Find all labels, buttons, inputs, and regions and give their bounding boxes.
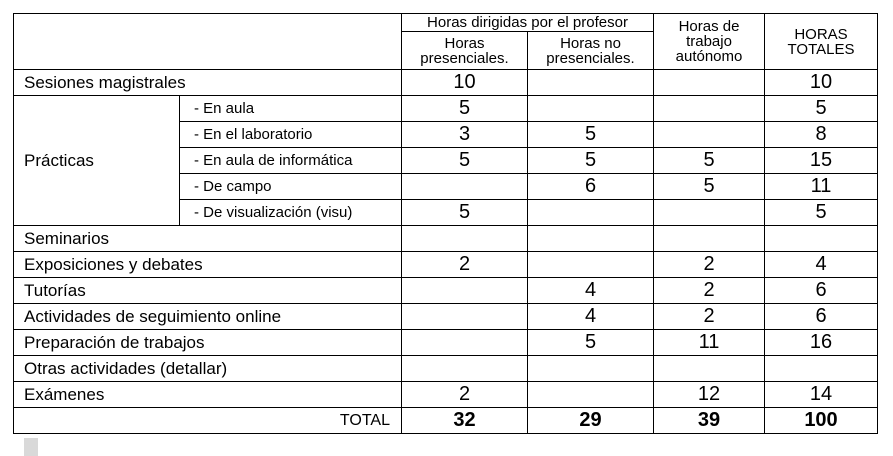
no-presenciales-value (528, 96, 654, 122)
activity-label: Exámenes (14, 382, 402, 408)
presenciales-value (402, 304, 528, 330)
table-row (14, 356, 878, 382)
presenciales-value (402, 226, 528, 252)
total-presenciales: 32 (402, 408, 528, 434)
autonomo-value: 5 (654, 174, 765, 200)
table-row (14, 252, 878, 278)
total-value: 11 (765, 174, 878, 200)
no-presenciales-value (528, 226, 654, 252)
total-value: 15 (765, 148, 878, 174)
presenciales-value: 10 (402, 70, 528, 96)
presenciales-value: 5 (402, 96, 528, 122)
no-presenciales-value (528, 200, 654, 226)
presenciales-value: 2 (402, 382, 528, 408)
autonomo-value: 2 (654, 304, 765, 330)
autonomo-value: 11 (654, 330, 765, 356)
no-presenciales-value: 5 (528, 148, 654, 174)
no-presenciales-value: 6 (528, 174, 654, 200)
table-row (14, 70, 878, 96)
activity-label: Preparación de trabajos (14, 330, 402, 356)
presenciales-value (402, 356, 528, 382)
practica-sub-label: - De visualización (visu) (180, 200, 402, 226)
table-row (14, 226, 878, 252)
autonomo-value: 2 (654, 278, 765, 304)
no-presenciales-value: 5 (528, 330, 654, 356)
total-value: 6 (765, 304, 878, 330)
practicas-label: Prácticas (14, 96, 180, 226)
presenciales-value: 5 (402, 200, 528, 226)
table-row (14, 382, 878, 408)
header-no-presenciales: Horas no presenciales. (528, 32, 654, 70)
autonomo-value (654, 226, 765, 252)
autonomo-value (654, 122, 765, 148)
presenciales-value: 5 (402, 148, 528, 174)
activity-label: Otras actividades (detallar) (14, 356, 402, 382)
total-value (765, 226, 878, 252)
header-blank-cell (14, 14, 402, 70)
total-value: 6 (765, 278, 878, 304)
table-row (14, 278, 878, 304)
header-totales: HORAS TOTALES (765, 14, 878, 70)
total-horas: 100 (765, 408, 878, 434)
total-value: 4 (765, 252, 878, 278)
autonomo-value: 5 (654, 148, 765, 174)
table-row (14, 330, 878, 356)
autonomo-value (654, 356, 765, 382)
autonomo-value: 2 (654, 252, 765, 278)
activity-label: Tutorías (14, 278, 402, 304)
total-value: 14 (765, 382, 878, 408)
presenciales-value (402, 330, 528, 356)
table-row (14, 304, 878, 330)
page-edge-marker (24, 438, 38, 456)
autonomo-value (654, 70, 765, 96)
hours-table (13, 13, 878, 434)
header-group-label: Horas dirigidas por el profesor (402, 14, 654, 32)
no-presenciales-value (528, 382, 654, 408)
no-presenciales-value (528, 356, 654, 382)
practica-sub-label: - En aula de informática (180, 148, 402, 174)
total-value (765, 356, 878, 382)
total-value: 5 (765, 96, 878, 122)
total-row (14, 408, 878, 434)
total-value: 5 (765, 200, 878, 226)
activity-label: Exposiciones y debates (14, 252, 402, 278)
autonomo-value: 12 (654, 382, 765, 408)
total-label: TOTAL (14, 408, 402, 434)
no-presenciales-value (528, 252, 654, 278)
autonomo-value (654, 200, 765, 226)
presenciales-value (402, 174, 528, 200)
presenciales-value: 2 (402, 252, 528, 278)
no-presenciales-value (528, 70, 654, 96)
activity-label: Sesiones magistrales (14, 70, 402, 96)
presenciales-value: 3 (402, 122, 528, 148)
presenciales-value (402, 278, 528, 304)
header-autonomo: Horas de trabajo autónomo (654, 14, 765, 70)
practica-sub-label: - En aula (180, 96, 402, 122)
practica-sub-label: - En el laboratorio (180, 122, 402, 148)
no-presenciales-value: 4 (528, 304, 654, 330)
total-value: 16 (765, 330, 878, 356)
total-value: 10 (765, 70, 878, 96)
practica-sub-label: - De campo (180, 174, 402, 200)
activity-label: Seminarios (14, 226, 402, 252)
no-presenciales-value: 5 (528, 122, 654, 148)
autonomo-value (654, 96, 765, 122)
total-autonomo: 39 (654, 408, 765, 434)
total-value: 8 (765, 122, 878, 148)
total-no-presenciales: 29 (528, 408, 654, 434)
table-row (14, 96, 878, 122)
no-presenciales-value: 4 (528, 278, 654, 304)
header-presenciales: Horas presenciales. (402, 32, 528, 70)
activity-label: Actividades de seguimiento online (14, 304, 402, 330)
